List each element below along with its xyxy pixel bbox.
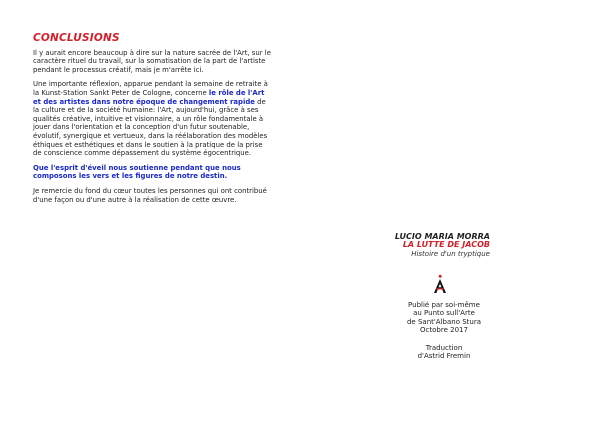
publication-info [400,301,488,360]
paragraph-thanks: Je remercie du fond du cœur toutes les personnes qui ont contribué d'une façon ou d'une autre à la réalisation de cette œuvre. [33,186,267,204]
publication-line: Octobre 2017 [420,326,468,335]
conclusions-section [33,34,273,210]
publication-line: Publié par soi-même [408,301,480,309]
reflection-highlight: le rôle de l'Art et des artistes dans notre époque de changement rapide [33,88,265,106]
translation-line: Traduction [425,343,463,352]
section-heading: CONCLUSIONS [33,32,120,44]
paragraph-awakening: Que l'esprit d'éveil nous soutienne pendant que nous composons les vers et les figures de notre destin. [33,163,241,181]
book-credits [390,233,490,258]
publication-line: de Sant'Albano Stura [406,317,482,326]
publisher-logo-a-icon [432,274,448,294]
book-title: LA LUTTE DE JACOB [402,240,490,250]
book-subtitle: Histoire d'un tryptique [411,249,490,258]
paragraph-reflection [33,80,273,157]
author-name: LUCIO MARIA MORRA [394,232,490,241]
paragraph-intro: Il y aurait encore beaucoup à dire sur la nature sacrée de l'Art, sur le caractère rituel du travail, sur la somatisation de la part de l'artiste pendant le processus créatif, mais je m'arrête ici. [33,48,271,74]
reflection-text-end: de la culture et de la société humaine: l'Art, aujourd'hui, grâce à ses qualités créative, intuitive et visionnaire, a un rôle fondamentale à jouer dans l'orientation et la conception d'un futur soutenable, évolutif, synergique et vertueux, dans la réélaboration des modèles éthiques et esthétiques et dans le soutien à la pratique de la prise de conscience comme dépassement du système égocentrique. [33,97,268,158]
reflection-text-start: Une importante réflexion, apparue pendant la semaine de retraite à la Kunst-Station Sankt Peter de Cologne, concerne [33,80,268,97]
publication-line: au Punto sull'Arte [413,309,475,318]
translation-line: d'Astrid Fremin [417,352,471,361]
